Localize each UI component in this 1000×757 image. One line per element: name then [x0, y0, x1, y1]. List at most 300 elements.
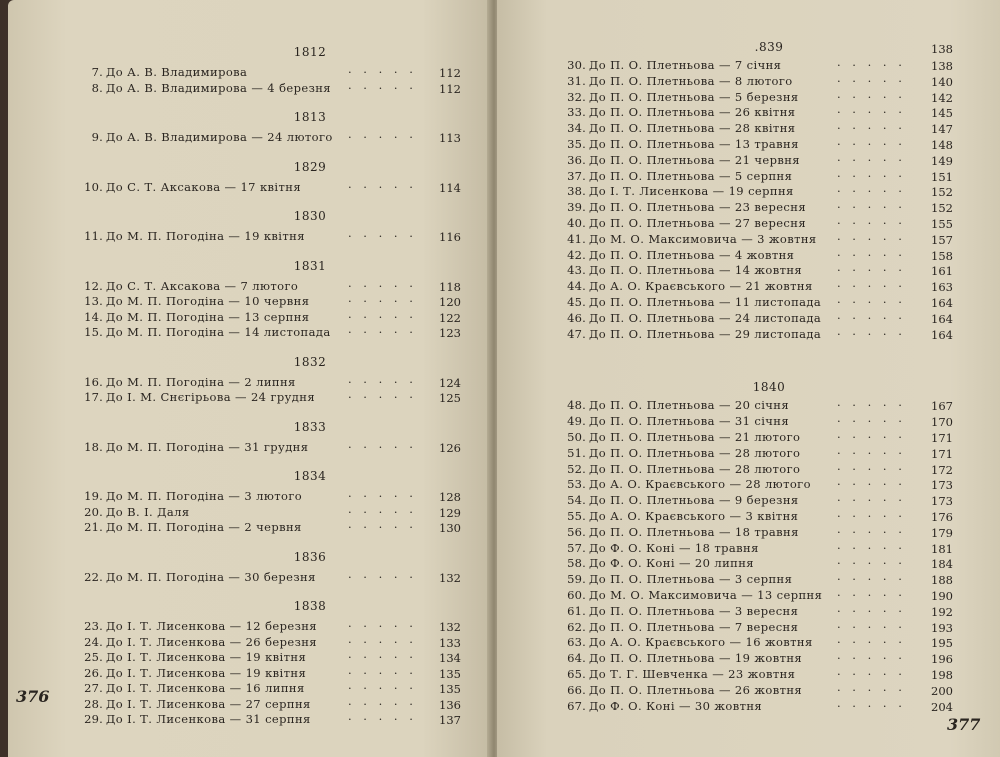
year-heading: 1834 [293, 469, 327, 483]
entry-number: 39. [567, 200, 586, 215]
entry-title: До І. Т. Лисенкова — 19 квітня [106, 650, 307, 664]
toc-entry [560, 556, 754, 570]
toc-entry [560, 509, 798, 523]
page-ref: 171 [931, 446, 953, 461]
entry-title: До П. О. Плетньова — 19 жовтня [589, 651, 803, 666]
leader-dots: · · · · · [348, 294, 417, 308]
entry-number: 46. [567, 310, 586, 325]
toc-entry [560, 105, 795, 119]
page-number: 376 [16, 687, 50, 706]
leader-dots: · · · · · [348, 696, 417, 711]
entry-number: 38. [567, 184, 586, 199]
toc-entry [77, 489, 302, 503]
entry-title: До П. О. Плетньова — 9 березня [589, 493, 799, 508]
entry-number: 22. [84, 569, 103, 584]
leader-dots: · · · · · [837, 247, 906, 262]
leader-dots: · · · · · [837, 73, 906, 88]
leader-dots: · · · · · [837, 540, 906, 555]
entry-number: 30. [567, 58, 586, 72]
toc-entry [560, 200, 806, 214]
page-ref: 114 [439, 180, 461, 195]
page-ref: 152 [931, 201, 953, 216]
toc-entry [560, 699, 762, 713]
entry-number: 40. [567, 216, 586, 230]
entry-number: 26. [84, 665, 103, 680]
leader-dots: · · · · · [348, 309, 417, 324]
toc-entry [77, 666, 306, 680]
page-ref: 196 [931, 652, 953, 667]
leader-dots: · · · · · [837, 572, 906, 587]
leader-dots: · · · · · [837, 398, 906, 413]
page-ref: 147 [931, 122, 953, 137]
leader-dots: · · · · · [837, 326, 906, 341]
year-heading: 1813 [293, 110, 327, 124]
year-heading: 1831 [293, 258, 327, 273]
toc-entry [77, 390, 315, 404]
entry-title: До Ф. О. Коні — 18 травня [589, 540, 759, 555]
toc-entry [77, 520, 302, 534]
right-page [497, 0, 1000, 757]
entry-title: До П. О. Плетньова — 23 вересня [589, 200, 806, 215]
page-ref: 132 [439, 620, 461, 634]
entry-title: До П. О. Плетньова — 5 серпня [589, 168, 793, 183]
toc-entry [560, 248, 794, 262]
entry-title: До П. О. Плетньова — 3 вересня [589, 603, 799, 618]
page-ref: 138 [931, 59, 953, 73]
entry-number: 13. [84, 294, 103, 308]
toc-entry [77, 681, 305, 695]
entry-title: До М. О. Максимовича — 3 жовтня [589, 231, 817, 246]
entry-title: До М. П. Погодіна — 3 лютого [106, 489, 303, 503]
entry-number: 45. [567, 295, 586, 309]
page-ref: 173 [931, 494, 953, 509]
toc-entry [560, 588, 822, 602]
entry-title: До І. Т. Лисенкова — 19 серпня [589, 184, 794, 199]
toc-entry [77, 310, 309, 324]
toc-entry [77, 375, 296, 389]
entry-title: До І. М. Снєгірьова — 24 грудня [106, 390, 316, 404]
page-ref: 132 [439, 570, 461, 585]
page-ref: 122 [439, 310, 461, 325]
year-heading: 1832 [293, 354, 327, 369]
toc-entry [77, 697, 311, 711]
page-ref: 137 [439, 713, 461, 727]
leader-dots: · · · · · [348, 80, 417, 95]
leader-dots: · · · · · [348, 619, 417, 633]
entry-number: 54. [567, 493, 586, 508]
toc-entry [560, 541, 759, 555]
entry-number: 35. [567, 137, 586, 151]
leader-dots: · · · · · [837, 105, 906, 120]
leader-dots: · · · · · [837, 635, 906, 650]
entry-title: До В. І. Даля [106, 504, 190, 519]
leader-dots: · · · · · [837, 216, 906, 230]
page-ref: 184 [931, 557, 953, 572]
leader-dots: · · · · · [837, 263, 906, 278]
entry-title: До І. Т. Лисенкова — 16 липня [106, 681, 305, 695]
entry-number: 53. [567, 477, 586, 492]
entry-number: 60. [567, 588, 586, 602]
entry-title: До П. О. Плетньова — 3 серпня [589, 572, 793, 587]
entry-title: До П. О. Плетньова — 7 січня [589, 58, 782, 72]
entry-number: 66. [567, 682, 586, 697]
entry-number: 57. [567, 540, 586, 555]
leader-dots: · · · · · [837, 524, 906, 539]
toc-entry [560, 169, 792, 183]
leader-dots: · · · · · [348, 439, 417, 454]
toc-entry [560, 263, 802, 277]
page-ref: 192 [931, 604, 953, 619]
page-ref: 112 [439, 81, 461, 96]
entry-title: До М. П. Погодіна — 2 липня [106, 374, 296, 389]
entry-title: До П. О. Плетньова — 5 березня [589, 89, 799, 104]
page-ref: 173 [931, 478, 953, 493]
entry-number: 34. [567, 121, 586, 136]
page-ref: 145 [931, 106, 953, 121]
leader-dots: · · · · · [348, 681, 417, 695]
entry-title: До Ф. О. Коні — 20 липня [589, 556, 754, 571]
page-ref: 135 [439, 682, 461, 696]
entry-number: 28. [84, 696, 103, 711]
leader-dots: · · · · · [837, 493, 906, 508]
page-ref: 152 [931, 185, 953, 200]
toc-entry [560, 430, 800, 444]
entry-title: До А. О. Краєвського — 3 квітня [589, 509, 799, 523]
entry-title: До М. П. Погодіна — 31 грудня [106, 439, 309, 454]
entry-title: До П. О. Плетньова — 8 лютого [589, 73, 793, 88]
toc-entry [77, 570, 316, 584]
leader-dots: · · · · · [837, 682, 906, 697]
toc-entry [77, 619, 317, 633]
toc-entry [77, 130, 333, 144]
leader-dots: · · · · · [348, 665, 417, 680]
page-ref: 161 [931, 264, 953, 279]
entry-number: 18. [84, 439, 103, 454]
leader-dots: · · · · · [348, 569, 417, 584]
entry-number: 19. [84, 489, 103, 503]
page-ref: 171 [931, 431, 953, 445]
year-heading: 1840 [752, 380, 786, 395]
entry-title: До П. О. Плетньова — 24 листопада [589, 310, 822, 325]
leader-dots: · · · · · [837, 279, 906, 294]
leader-dots: · · · · · [348, 179, 417, 194]
entry-number: 43. [567, 263, 586, 278]
page-ref: 164 [931, 311, 953, 326]
leader-dots: · · · · · [348, 520, 417, 534]
page-ref: 176 [931, 510, 953, 524]
entry-number: 50. [567, 430, 586, 444]
toc-entry [77, 440, 308, 454]
page-ref: 181 [931, 541, 953, 556]
toc-entry [560, 635, 813, 649]
toc-entry [77, 505, 190, 519]
entry-title: До І. Т. Лисенкова — 27 серпня [106, 696, 311, 711]
toc-entry [560, 525, 799, 539]
page-ref: 140 [931, 74, 953, 89]
toc-entry [77, 712, 311, 726]
toc-entry [560, 74, 793, 88]
entry-number: 52. [567, 461, 586, 476]
toc-entry [560, 279, 813, 293]
page-ref: 204 [931, 699, 953, 714]
page-ref: 164 [931, 296, 953, 310]
entry-title: До М. П. Погодіна — 10 червня [106, 294, 310, 308]
entry-title: До М. П. Погодіна — 13 серпня [106, 309, 310, 324]
entry-number: 27. [84, 681, 103, 695]
page-ref: 193 [931, 620, 953, 635]
entry-number: 47. [567, 326, 586, 341]
entry-title: До М. П. Погодіна — 2 червня [106, 520, 302, 534]
leader-dots: · · · · · [837, 477, 906, 492]
left-page [8, 0, 495, 757]
entry-number: 58. [567, 556, 586, 571]
leader-dots: · · · · · [837, 619, 906, 634]
year-heading: 1829 [293, 159, 327, 174]
entry-number: 15. [84, 325, 103, 339]
entry-number: 62. [567, 619, 586, 634]
leader-dots: · · · · · [837, 698, 906, 713]
page-ref: 167 [931, 399, 953, 414]
toc-entry [560, 446, 800, 460]
page-ref: 163 [931, 280, 953, 295]
toc-entry [560, 216, 806, 230]
page-ref: 151 [931, 169, 953, 184]
entry-title: До А. О. Краєвського — 21 жовтня [589, 279, 813, 294]
toc-entry [560, 604, 798, 618]
leader-dots: · · · · · [837, 137, 906, 151]
leader-dots: · · · · · [837, 509, 906, 523]
entry-title: До П. О. Плетньова — 11 листопада [589, 295, 822, 309]
leader-dots: · · · · · [837, 461, 906, 476]
page-ref: 200 [931, 683, 953, 698]
entry-number: 56. [567, 524, 586, 539]
year-heading: 1830 [293, 209, 327, 223]
page-ref: 170 [931, 415, 953, 430]
entry-number: 61. [567, 603, 586, 618]
entry-title: До М. П. Погодіна — 30 березня [106, 569, 316, 584]
page-ref: 133 [439, 635, 461, 650]
year-heading: 1838 [293, 599, 327, 613]
page-ref: 157 [931, 232, 953, 247]
toc-entry [77, 65, 247, 79]
toc-entry [77, 635, 317, 649]
entry-number: 49. [567, 414, 586, 429]
toc-entry [77, 229, 305, 243]
toc-entry [560, 683, 802, 697]
page-ref: 130 [439, 521, 461, 535]
page-ref: 136 [439, 697, 461, 712]
entry-number: 25. [84, 650, 103, 664]
page-ref: 120 [439, 295, 461, 309]
leader-dots: · · · · · [348, 390, 417, 404]
entry-number: 42. [567, 247, 586, 262]
entry-title: До П. О. Плетньова — 20 січня [589, 398, 790, 413]
leader-dots: · · · · · [348, 130, 417, 144]
entry-title: До П. О. Плетньова — 31 січня [589, 414, 790, 429]
page-ref: 190 [931, 589, 953, 603]
entry-title: До П. О. Плетньова — 4 жовтня [589, 247, 795, 262]
entry-number: 32. [567, 89, 586, 104]
entry-title: До А. О. Краєвського — 16 жовтня [589, 635, 813, 650]
entry-title: До А. В. Владимирова — 24 лютого [106, 130, 333, 144]
entry-title: До Ф. О. Коні — 30 жовтня [589, 698, 763, 713]
page-number: 377 [947, 715, 981, 734]
leader-dots: · · · · · [837, 603, 906, 618]
toc-entry [560, 153, 800, 167]
page-ref: 164 [931, 327, 953, 342]
entry-number: 12. [84, 278, 103, 293]
leader-dots: · · · · · [837, 231, 906, 246]
entry-title: До М. П. Погодіна — 14 листопада [106, 325, 331, 339]
toc-entry [560, 477, 811, 491]
leader-dots: · · · · · [348, 489, 417, 503]
page-ref: 155 [931, 217, 953, 231]
entry-number: 11. [84, 229, 103, 243]
page-ref: 149 [931, 153, 953, 168]
entry-title: До С. Т. Аксакова — 7 лютого [106, 278, 299, 293]
toc-entry [560, 327, 821, 341]
leader-dots: · · · · · [837, 414, 906, 429]
entry-title: До П. О. Плетньова — 26 жовтня [589, 682, 803, 697]
entry-title: До Т. Г. Шевченка — 23 жовтня [589, 667, 796, 681]
toc-entry [560, 311, 821, 325]
page-ref: 112 [439, 66, 461, 80]
entry-number: 37. [567, 168, 586, 183]
page-ref: 123 [439, 326, 461, 340]
entry-number: 64. [567, 651, 586, 666]
entry-title: До П. О. Плетньова — 28 лютого [589, 461, 801, 476]
entry-title: До П. О. Плетньова — 26 квітня [589, 105, 796, 120]
entry-title: До І. Т. Лисенкова — 26 березня [106, 634, 317, 649]
page-ref: 172 [931, 462, 953, 477]
entry-number: 7. [91, 65, 103, 79]
entry-number: 8. [91, 80, 103, 95]
entry-title: До М. П. Погодіна — 19 квітня [106, 229, 305, 243]
entry-number: 17. [84, 390, 103, 404]
leader-dots: · · · · · [837, 295, 906, 309]
page-ref: 179 [931, 525, 953, 540]
leader-dots: · · · · · [348, 634, 417, 649]
leader-dots: · · · · · [837, 430, 906, 444]
entry-number: 24. [84, 634, 103, 649]
entry-title: До П. О. Плетньова — 28 квітня [589, 121, 796, 136]
entry-number: 55. [567, 509, 586, 523]
toc-entry [560, 414, 789, 428]
entry-number: 14. [84, 309, 103, 324]
entry-title: До І. Т. Лисенкова — 31 серпня [106, 712, 311, 726]
leader-dots: · · · · · [348, 712, 417, 726]
page-ref: 113 [439, 131, 461, 145]
toc-entry [560, 295, 821, 309]
entry-number: 41. [567, 231, 586, 246]
entry-title: До П. О. Плетньова — 27 вересня [589, 216, 806, 230]
toc-entry [77, 650, 306, 664]
entry-number: 23. [84, 619, 103, 633]
entry-title: До А. В. Владимирова [106, 65, 248, 79]
year-heading: 1833 [293, 419, 327, 434]
leader-dots: · · · · · [837, 200, 906, 215]
entry-number: 36. [567, 152, 586, 167]
toc-entry [560, 121, 795, 135]
toc-entry [560, 58, 781, 72]
leader-dots: · · · · · [837, 445, 906, 460]
entry-number: 48. [567, 398, 586, 413]
leader-dots: · · · · · [837, 310, 906, 325]
entry-title: До П. О. Плетньова — 28 лютого [589, 445, 801, 460]
entry-number: 20. [84, 504, 103, 519]
entry-number: 33. [567, 105, 586, 120]
entry-title: До П. О. Плетньова — 29 листопада [589, 326, 822, 341]
entry-number: 21. [84, 520, 103, 534]
leader-dots: · · · · · [837, 89, 906, 104]
page-ref: 134 [439, 651, 461, 665]
toc-entry [560, 620, 798, 634]
entry-number: 65. [567, 667, 586, 681]
leader-dots: · · · · · [348, 65, 417, 79]
leader-dots: · · · · · [348, 325, 417, 339]
entry-title: До П. О. Плетньова — 13 травня [589, 137, 799, 151]
entry-number: 63. [567, 635, 586, 650]
toc-entry [560, 137, 799, 151]
page-ref: 128 [439, 490, 461, 504]
page-ref: 158 [931, 248, 953, 263]
entry-number: 59. [567, 572, 586, 587]
entry-title: До І. Т. Лисенкова — 19 квітня [106, 665, 307, 680]
toc-entry [77, 325, 331, 339]
toc-entry [560, 398, 789, 412]
leader-dots: · · · · · [837, 556, 906, 571]
entry-title: До А. В. Владимирова — 4 березня [106, 80, 331, 95]
toc-entry [560, 184, 794, 198]
entry-number: 29. [84, 712, 103, 726]
entry-title: До П. О. Плетньова — 21 лютого [589, 430, 801, 444]
page-ref: 135 [439, 666, 461, 681]
leader-dots: · · · · · [837, 168, 906, 183]
leader-dots: · · · · · [837, 58, 906, 72]
year-heading: .839 [754, 40, 784, 54]
leader-dots: · · · · · [837, 651, 906, 666]
toc-entry [560, 572, 792, 586]
entry-number: 67. [567, 698, 586, 713]
entry-number: 9. [91, 130, 103, 144]
leader-dots: · · · · · [837, 588, 906, 602]
entry-number: 51. [567, 445, 586, 460]
leader-dots: · · · · · [348, 504, 417, 519]
page-ref: 195 [931, 636, 953, 651]
entry-number: 10. [84, 179, 103, 194]
toc-entry [560, 90, 799, 104]
leader-dots: · · · · · [348, 650, 417, 664]
entry-number: 31. [567, 73, 586, 88]
toc-entry [560, 493, 799, 507]
entry-title: До П. О. Плетньова — 7 вересня [589, 619, 799, 634]
page-ref: 148 [931, 138, 953, 152]
toc-entry [560, 667, 795, 681]
leader-dots: · · · · · [837, 121, 906, 136]
page-ref: 125 [439, 391, 461, 405]
entry-title: До П. О. Плетньова — 18 травня [589, 524, 799, 539]
page-ref: 124 [439, 375, 461, 390]
page-ref: 116 [439, 230, 461, 244]
leader-dots: · · · · · [348, 278, 417, 293]
entry-number: 16. [84, 374, 103, 389]
toc-entry [560, 462, 800, 476]
entry-title: До І. Т. Лисенкова — 12 березня [106, 619, 317, 633]
toc-entry [77, 279, 298, 293]
toc-entry [77, 81, 331, 95]
year-heading: 1812 [293, 45, 327, 59]
entry-title: До П. О. Плетньова — 14 жовтня [589, 263, 803, 278]
